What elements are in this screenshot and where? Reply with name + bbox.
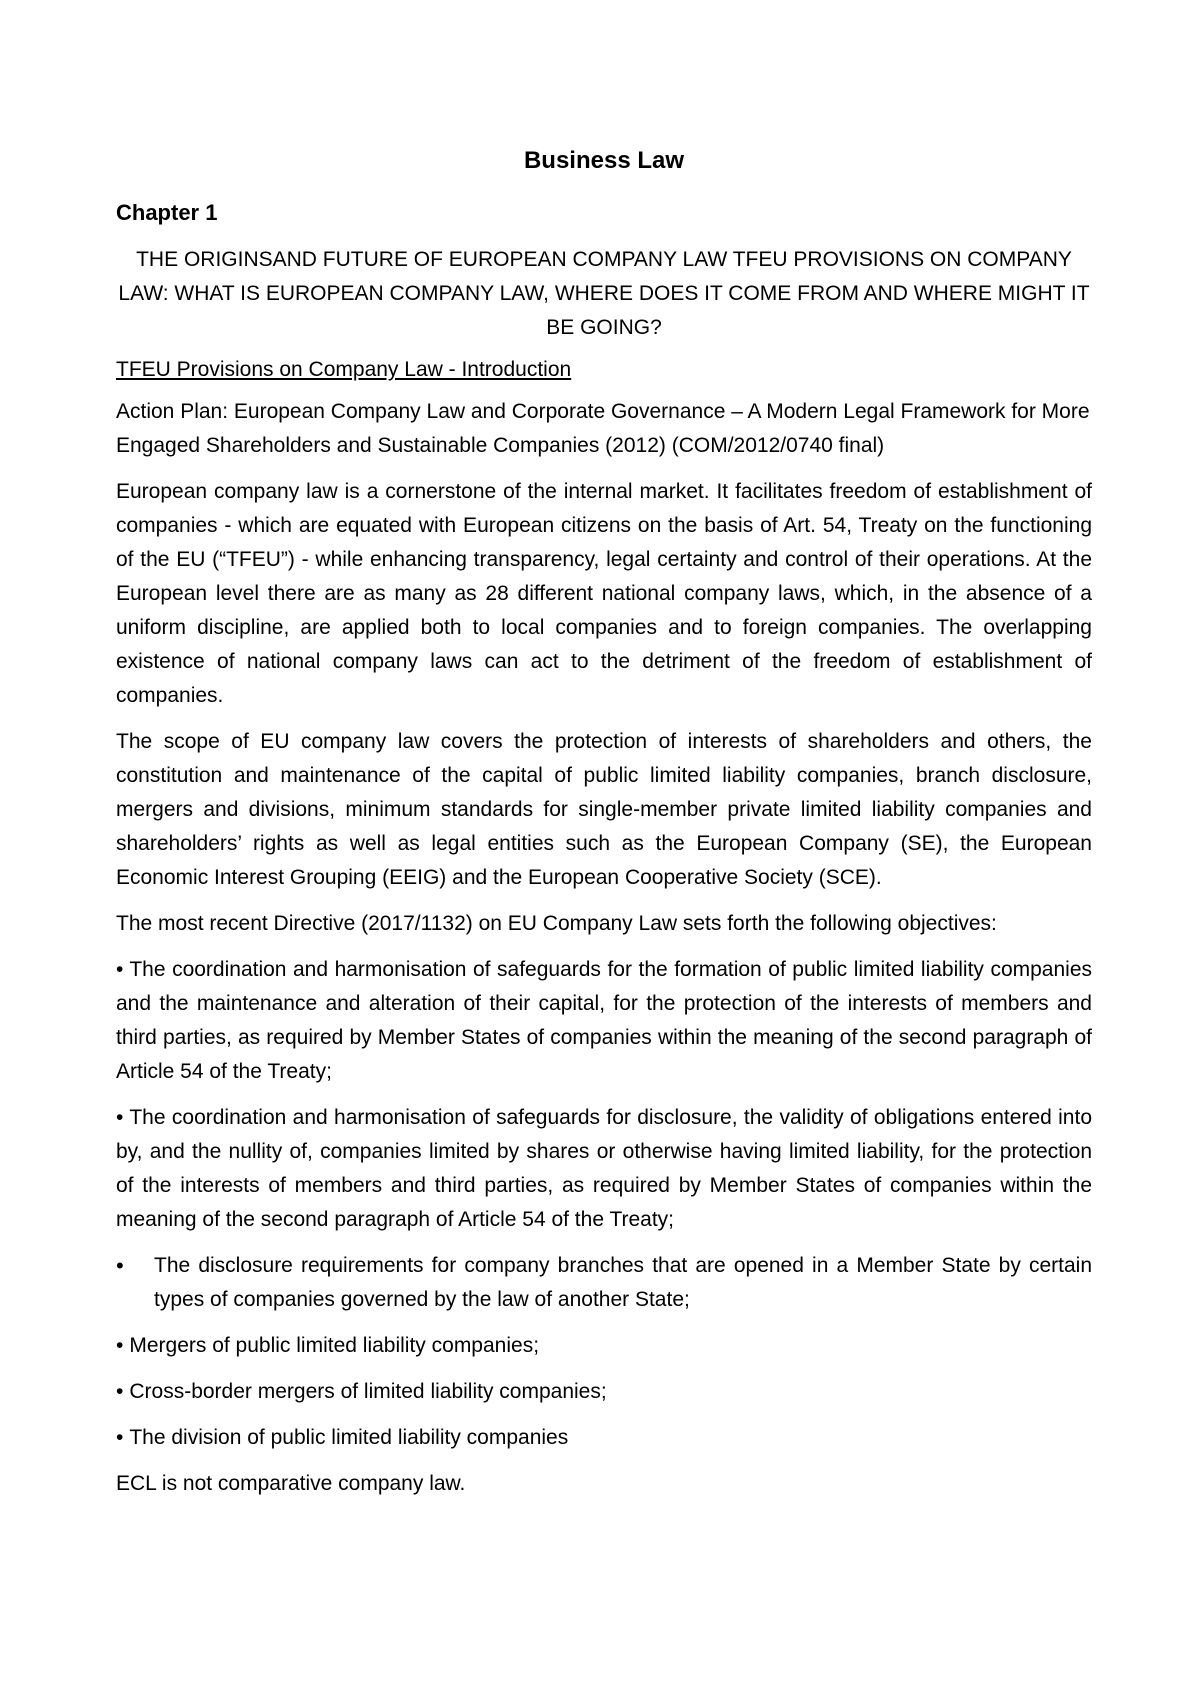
bullet-text: The coordination and harmonisation of safeguards for the formation of public limited liability companies and the maintenance and alteration of their capital, for the protection of the interests of members and third parties, as required by Member States of companies within the meaning of the second paragraph of Article 54 of the Treaty; [116,958,1092,1083]
bullet-text: The disclosure requirements for company branches that are opened in a Member State by certain types of companies governed by the law of another State; [154,1254,1092,1311]
document-title: Business Law [523,147,685,174]
bullet-icon: • [116,1426,124,1449]
scope-paragraph: The scope of EU company law covers the protection of interests of shareholders and others, the constitution and maintenance of the capital of public limited liability companies, branch disclosure, mergers and divisions, minimum standards for single-member private limited liability companies and shareholders’ rights as well as legal entities such as the European Company (SE), the European Economic Interest Grouping (EEIG) and the European Cooperative Society (SCE). [116,730,1092,889]
section-heading: TFEU Provisions on Company Law - Introduction [116,358,572,381]
bullet-icon: • [116,1334,124,1357]
bullet-icon: • [116,958,124,981]
bullet-text: The division of public limited liability companies [129,1426,569,1449]
bullet-item-1 [116,953,1092,1089]
intro-paragraph: European company law is a cornerstone of the internal market. It facilitates freedom of establishment of companies - which are equated with European citizens on the basis of Art. 54, Treaty on the functioning of the EU (“TFEU”) - while enhancing transparency, legal certainty and control of their operations. At the European level there are as many as 28 different national company laws, which, in the absence of a uniform discipline, are applied both to local companies and to foreign companies. The overlapping existence of national company laws can act to the detriment of the freedom of establishment of companies. [116,480,1092,707]
closing-paragraph: ECL is not comparative company law. [116,1472,466,1495]
bullet-item-2 [116,1101,1092,1237]
bullet-text: Cross-border mergers of limited liability companies; [129,1380,607,1403]
directive-paragraph: The most recent Directive (2017/1132) on EU Company Law sets forth the following objectives: [116,912,997,935]
bullet-icon: • [116,1380,124,1403]
bullet-item-6 [116,1421,1092,1455]
bullet-item-4 [116,1329,1092,1363]
bullet-item-5 [116,1375,1092,1409]
chapter-heading: Chapter 1 [116,200,218,225]
bullet-text: The coordination and harmonisation of safeguards for disclosure, the validity of obligations entered into by, and the nullity of, companies limited by shares or otherwise having limited liability, for the protection of the interests of members and third parties, as required by Member States of companies within the meaning of the second paragraph of Article 54 of the Treaty; [116,1106,1092,1231]
bullet-icon: • [116,1253,124,1278]
action-plan-paragraph: Action Plan: European Company Law and Corporate Governance – A Modern Legal Framework for More Engaged Shareholders and Sustainable Companies (2012) (COM/2012/0740 final) [116,400,1090,457]
bullet-icon: • [116,1106,124,1129]
bullet-text: Mergers of public limited liability companies; [129,1334,540,1357]
main-heading: THE ORIGINSAND FUTURE OF EUROPEAN COMPANY LAW TFEU PROVISIONS ON COMPANY LAW: WHAT IS EUROPEAN COMPANY LAW, WHERE DOES IT COME FROM AND WHERE MIGHT IT BE GOING? [118,248,1090,339]
document-body [116,145,1092,1513]
bullet-item-3 [116,1249,1092,1317]
